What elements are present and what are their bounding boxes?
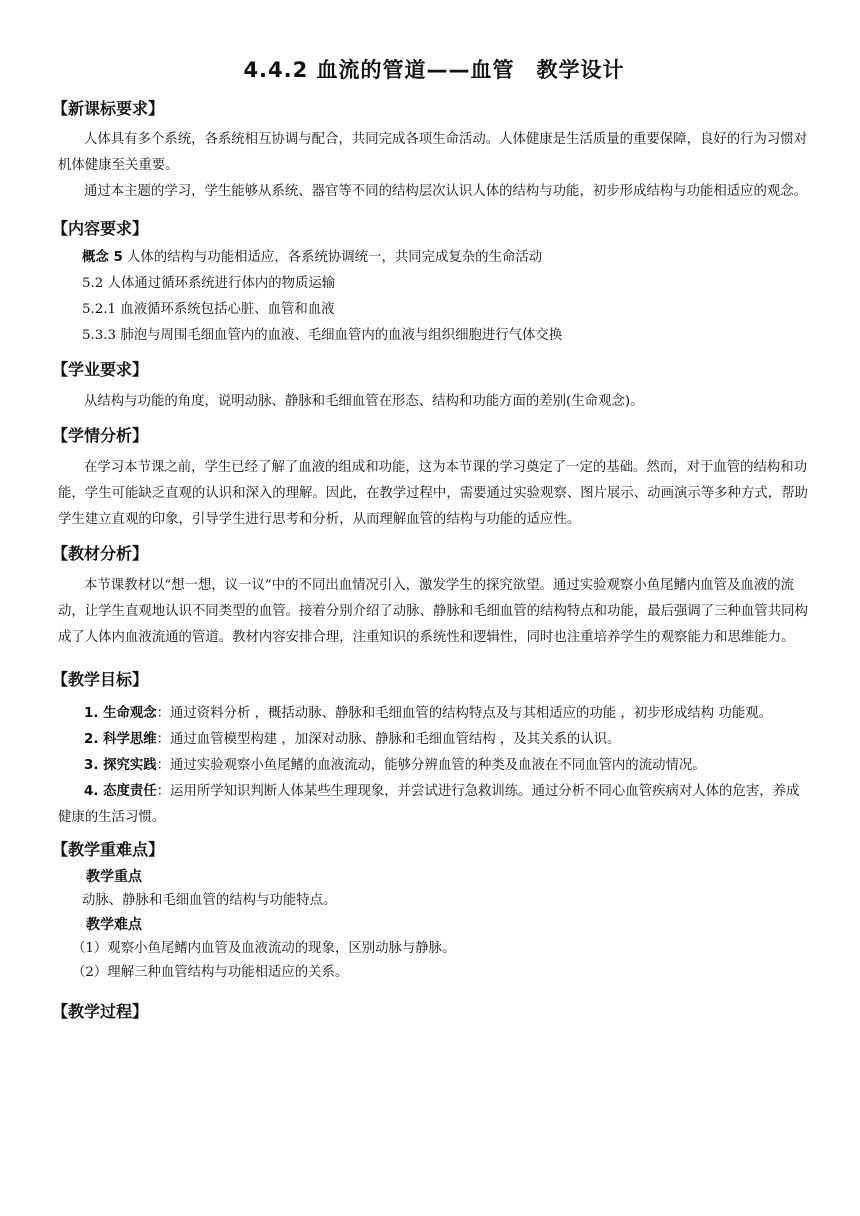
content-line-3: 5.3.3 肺泡与周围毛细血管内的血液、毛细血管内的血液与组织细胞进行气体交换 [82,328,563,343]
heading-process: 【教学过程】 [52,1002,149,1021]
textbook-paragraph: 本节课教材以“想一想，议一议”中的不同出血情况引入，激发学生的探究欲望。通过实验观察小鱼尾鳍内血管及血液的流动，让学生直观地认识不同类型的血管。接着分别介绍了动脉、静脉和毛细血管的结构特点和功能，最后强调了三种血管共同构成了人体内血液流通的管道。教材内容安排合理，注重知识的系统性和逻辑性，同时也注重培养学生的观察能力和思维能力。 [58,578,808,645]
focus-text: 动脉、静脉和毛细血管的结构与功能特点。 [82,893,337,908]
concept-label: 概念 5 [82,250,123,265]
standards-paragraph-1: 人体具有多个系统，各系统相互协调与配合，共同完成各项生命活动。人体健康是生活质量的重要保障，良好的行为习惯对机体健康至关重要。 [58,132,808,173]
difficulty-label: 教学难点 [86,917,142,933]
learner-paragraph: 在学习本节课之前，学生已经了解了血液的组成和功能，这为本节课的学习奠定了一定的基础。然而，对于血管的结构和功能，学生可能缺乏直观的认识和深入的理解。因此，在教学过程中，需要通过实验观察、图片展示、动画演示等多种方式，帮助学生建立直观的印象，引导学生进行思考和分析，从而理解血管的结构与功能的适应性。 [58,460,808,527]
goal-item-4 [58,779,810,831]
concept-text: 人体的结构与功能相适应，各系统协调统一，共同完成复杂的生命活动 [122,250,543,265]
goal-item-3 [58,753,810,779]
goal-label-2: 2. 科学思维 [84,732,157,747]
goal-text-3: ：通过实验观察小鱼尾鳍的血液流动，能够分辨血管的种类及血液在不同血管内的流动情况。 [156,758,706,773]
goal-item-1 [58,701,810,727]
heading-goals: 【教学目标】 [52,670,149,689]
content-line-2: 5.2.1 血液循环系统包括心脏、血管和血液 [82,302,335,317]
difficulty-item-2: （2）理解三种血管结构与功能相适应的关系。 [72,965,349,980]
document-title: 4.4.2 血流的管道——血管 教学设计 [243,58,625,82]
concept-line [58,245,810,271]
standards-paragraph-2: 通过本主题的学习，学生能够从系统、器官等不同的结构层次认识人体的结构与功能，初步形成结构与功能相适应的观念。 [84,184,808,199]
document-page [52,54,810,1027]
heading-textbook: 【教材分析】 [52,544,149,563]
goal-text-2: ：通过血管模型构建 ，加深对动脉、静脉和毛细血管结构 ，及其关系的认识。 [156,732,621,747]
heading-content: 【内容要求】 [52,219,149,238]
heading-learner: 【学情分析】 [52,426,149,445]
heading-academic: 【学业要求】 [52,360,149,379]
heading-keypoints: 【教学重难点】 [52,840,165,859]
goal-label-1: 1. 生命观念 [84,706,157,721]
focus-label: 教学重点 [86,869,142,885]
academic-paragraph: 从结构与功能的角度，说明动脉、静脉和毛细血管在形态、结构和功能方面的差别(生命观念)。 [84,394,644,409]
goal-text-4: ：运用所学知识判断人体某些生理现象，并尝试进行急救训练。通过分析不同心血管疾病对人体的危害，养成健康的生活习惯。 [58,784,800,825]
goal-label-3: 3. 探究实践 [84,758,157,773]
goal-label-4: 4. 态度责任 [84,784,157,799]
content-line-1: 5.2 人体通过循环系统进行体内的物质运输 [82,276,336,291]
heading-standards: 【新课标要求】 [52,99,165,118]
goal-item-2 [58,727,810,753]
goal-text-1: ：通过资料分析 ，概括动脉、静脉和毛细血管的结构特点及与其相适应的功能 ，初步形成结构 功能观。 [156,706,772,721]
difficulty-item-1: （1）观察小鱼尾鳍内血管及血液流动的现象，区别动脉与静脉。 [72,941,456,956]
